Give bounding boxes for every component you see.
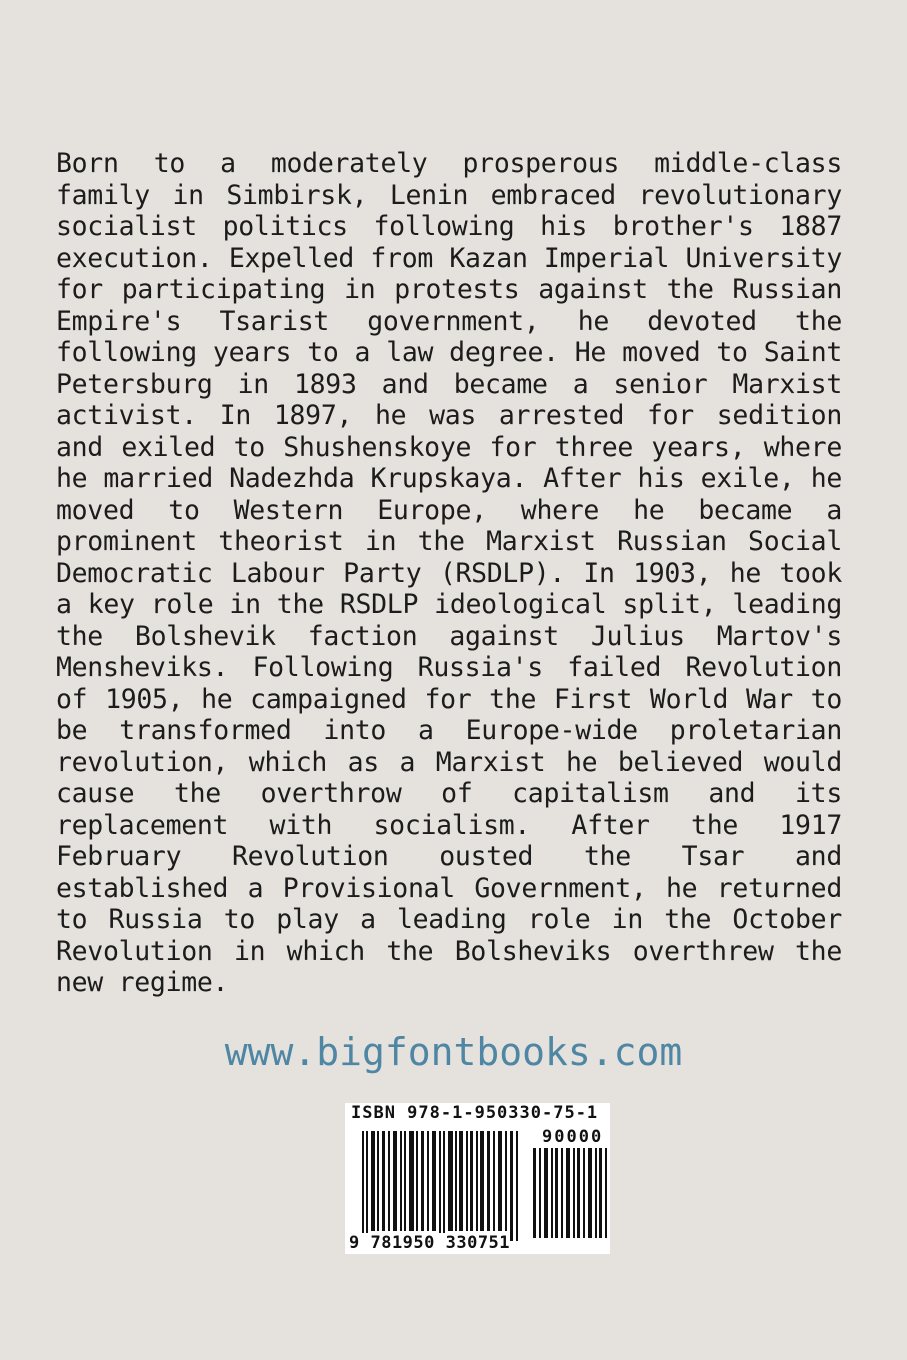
isbn-barcode	[345, 1103, 610, 1254]
publisher-website: www.bigfontbooks.com	[224, 1030, 683, 1074]
back-cover-blurb: Born to a moderately prosperous middle-class family in Simbirsk, Lenin embraced revolutionary socialist politics following his brother's 1887 execution. Expelled from Kazan Imperial University for participating in protests against the Russian Empire's Tsarist government, he devoted the following years to a law degree. He moved to Saint Petersburg in 1893 and became a senior Marxist activist. In 1897, he was arrested for sedition and exiled to Shushenskoye for three years, where he married Nadezhda Krupskaya. After his exile, he moved to Western Europe, where he became a prominent theorist in the Marxist Russian Social Democratic Labour Party (RSDLP). In 1903, he took a key role in the RSDLP ideological split, leading the Bolshevik faction against Julius Martov's Mensheviks. Following Russia's failed Revolution of 1905, he campaigned for the First World War to be transformed into a Europe-wide proletarian revolution, which as a Marxist he believed would cause the overthrow of capitalism and its replacement with socialism. After the 1917 February Revolution ousted the Tsar and established a Provisional Government, he returned to Russia to play a leading role in the October Revolution in which the Bolsheviks overthrew the new regime.	[56, 148, 842, 998]
ean-digits: 9 781950 330751	[349, 1233, 511, 1253]
addon-barcode-bars	[533, 1148, 608, 1238]
isbn-label: ISBN 978-1-950330-75-1	[351, 1103, 599, 1123]
price-addon-number: 90000	[542, 1127, 604, 1147]
ean-barcode-bars	[362, 1131, 522, 1241]
